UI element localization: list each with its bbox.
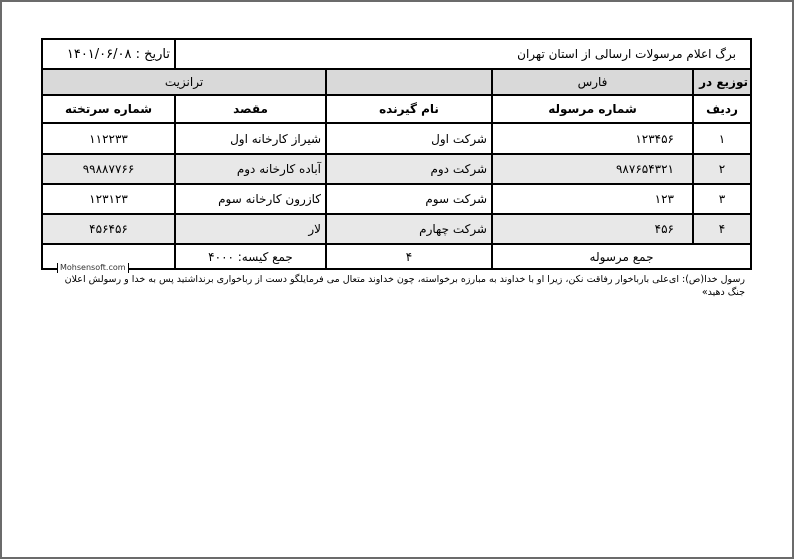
cell-row-no: ۱: [692, 122, 752, 153]
cell-bag-no: ۱۱۲۲۳۳: [41, 122, 174, 153]
watermark-label: Mohsensoft.com: [57, 263, 129, 273]
parcel-total-label: جمع مرسوله: [491, 243, 752, 270]
summary-row: [41, 243, 752, 270]
group-distribution: توزیع در: [692, 68, 752, 94]
cell-recipient: شرکت دوم: [325, 153, 491, 183]
report-title: برگ اعلام مرسولات ارسالی از استان تهران: [174, 38, 752, 68]
group-transit: ترانزیت: [41, 68, 325, 94]
col-parcel-no: شماره مرسوله: [491, 94, 692, 122]
cell-recipient: شرکت چهارم: [325, 213, 491, 243]
group-empty: [325, 68, 491, 94]
cell-parcel-no: ۴۵۶: [491, 213, 692, 243]
bag-total: جمع کیسه: ۴۰۰۰: [174, 243, 325, 270]
col-recipient: نام گیرنده: [325, 94, 491, 122]
cell-recipient: شرکت اول: [325, 122, 491, 153]
report-date: تاریخ : ۱۴۰۱/۰۶/۰۸: [41, 38, 174, 68]
table-row: [41, 183, 752, 213]
cell-parcel-no: ۱۲۳۴۵۶: [491, 122, 692, 153]
cell-destination: کازرون کارخانه سوم: [174, 183, 325, 213]
cell-destination: شیراز کارخانه اول: [174, 122, 325, 153]
cell-row-no: ۲: [692, 153, 752, 183]
cell-parcel-no: ۹۸۷۶۵۴۳۲۱: [491, 153, 692, 183]
group-header-row: [41, 68, 752, 94]
cell-row-no: ۳: [692, 183, 752, 213]
cell-row-no: ۴: [692, 213, 752, 243]
cell-destination: آباده کارخانه دوم: [174, 153, 325, 183]
col-destination: مقصد: [174, 94, 325, 122]
group-fars: فارس: [491, 68, 692, 94]
col-row-no: ردیف: [692, 94, 752, 122]
table-row: [41, 122, 752, 153]
table-row: [41, 213, 752, 243]
footer-note: رسول خدا(ص): ای‌علی باربا‌خوار رفاقت نکن، زیرا او با خداوند به مبارزه برخواسته، چون خداوند متعال می فرمایلگو دست از رباخواری برنداشتید پس به خدا و رسولش اعلان جنگ دهید»: [64, 274, 745, 298]
cell-bag-no: ۴۵۶۴۵۶: [41, 213, 174, 243]
title-row: [41, 38, 752, 68]
cell-destination: لار: [174, 213, 325, 243]
cell-bag-no: ۱۲۳۱۲۳: [41, 183, 174, 213]
col-bag-no: شماره سرتخته: [41, 94, 174, 122]
column-header-row: [41, 94, 752, 122]
cell-bag-no: ۹۹۸۸۷۷۶۶: [41, 153, 174, 183]
table-row: [41, 153, 752, 183]
cell-parcel-no: ۱۲۳: [491, 183, 692, 213]
parcel-total-value: ۴: [325, 243, 491, 270]
cell-recipient: شرکت سوم: [325, 183, 491, 213]
